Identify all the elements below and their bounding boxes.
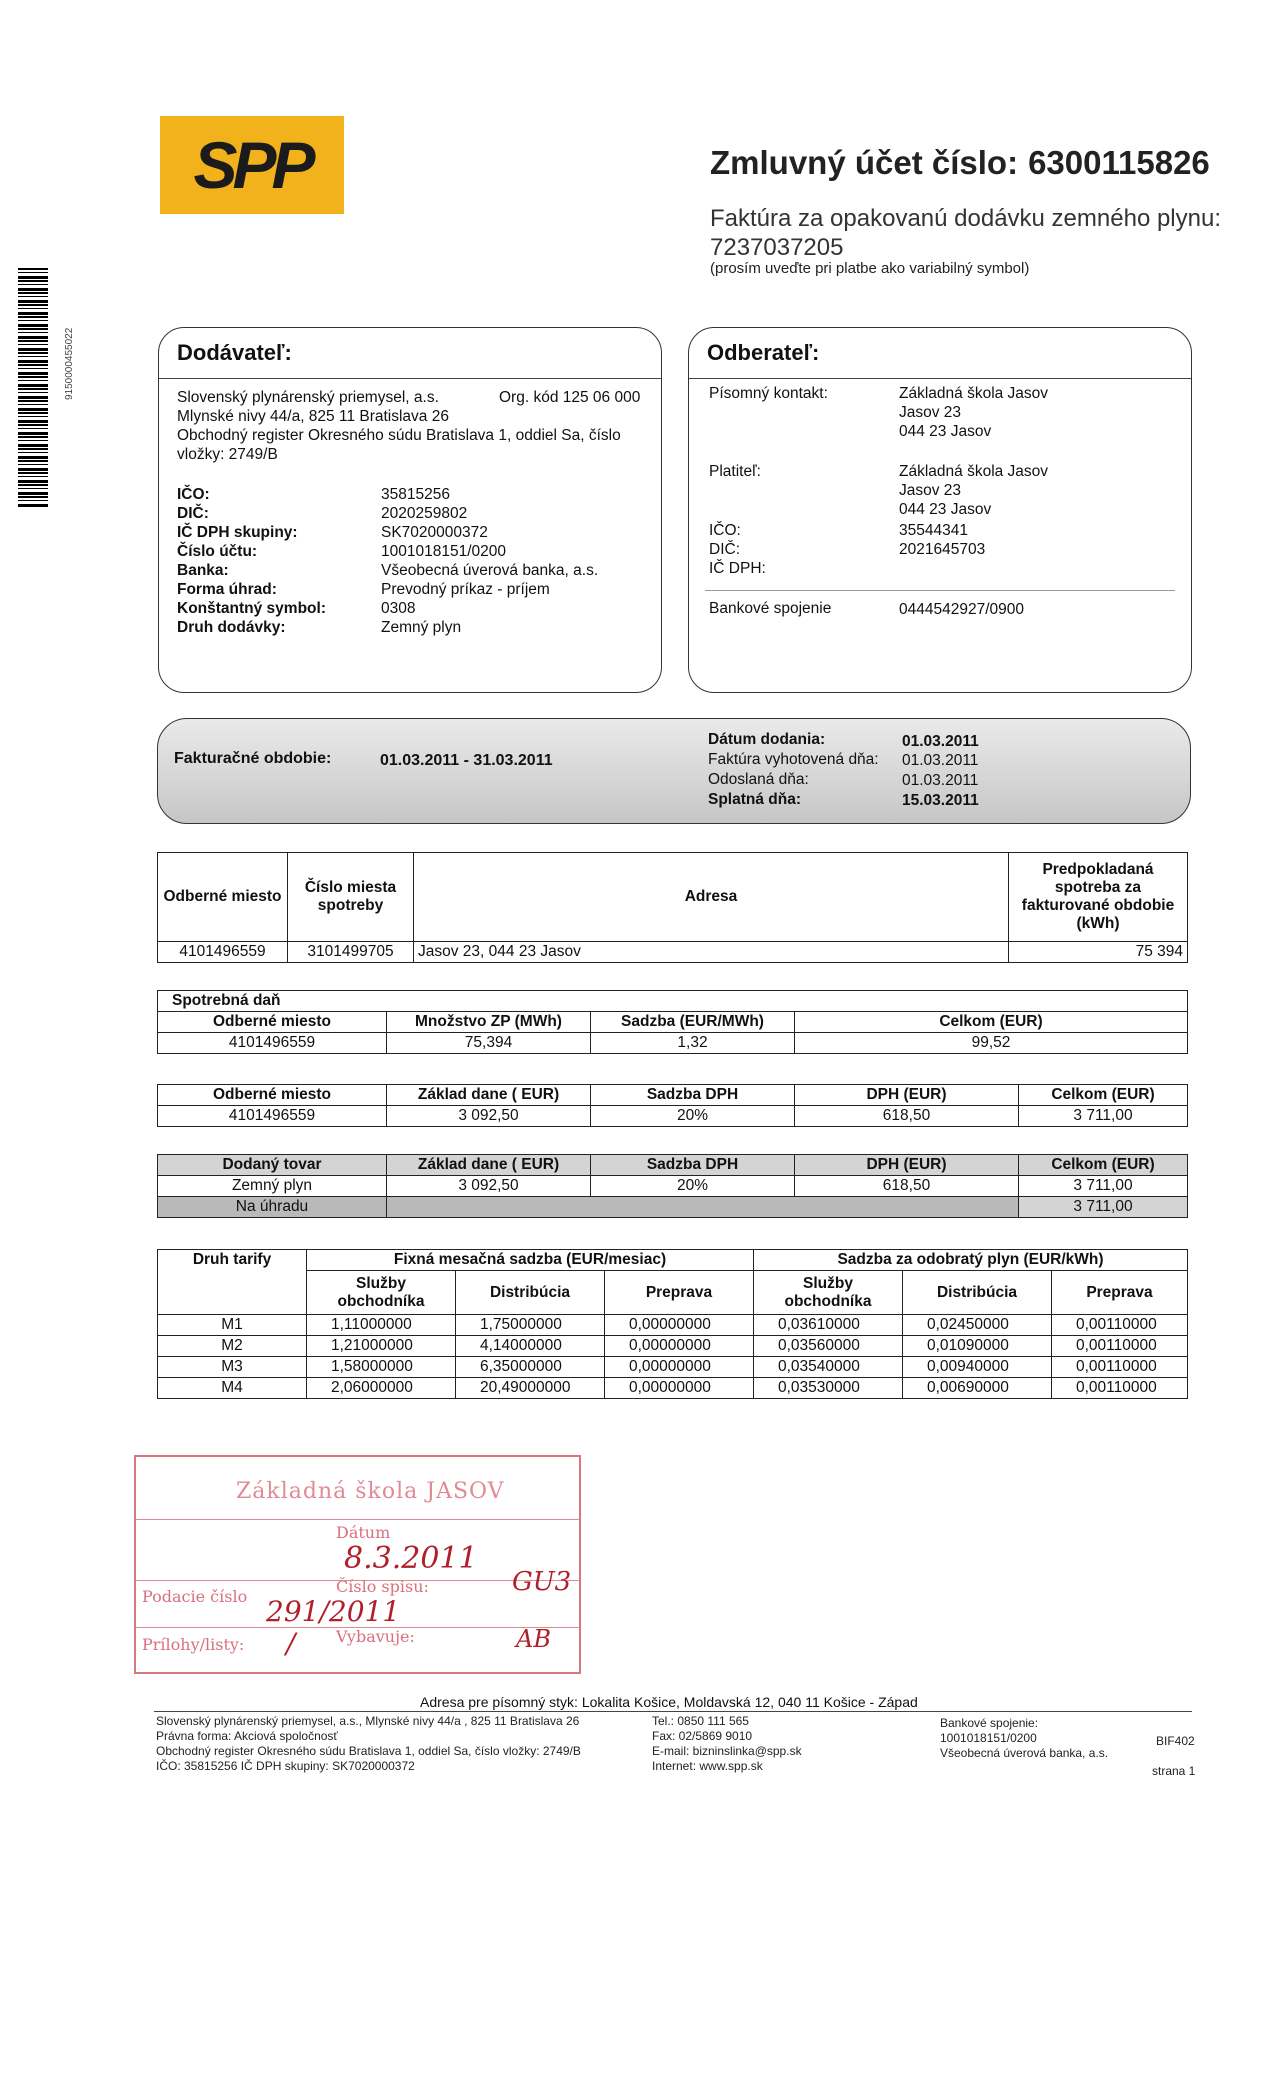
col-header: Sadzba DPH xyxy=(591,1085,795,1106)
footer-contact: E-mail: bizninslinka@spp.sk xyxy=(652,1744,802,1758)
cell: M3 xyxy=(158,1357,307,1378)
cell: 4,14000000 xyxy=(456,1336,605,1357)
footer-contact: Internet: www.spp.sk xyxy=(652,1759,763,1773)
table-row xyxy=(158,1336,1188,1357)
customer-dic-label: DIČ: xyxy=(709,541,740,558)
table-row xyxy=(158,1176,1188,1197)
contact-line: 044 23 Jasov xyxy=(899,423,992,440)
cell: M2 xyxy=(158,1336,307,1357)
cell: 3 711,00 xyxy=(1019,1106,1188,1127)
customer-bank: 0444542927/0900 xyxy=(899,601,1024,618)
cell: 618,50 xyxy=(795,1106,1019,1127)
cell: 1,75000000 xyxy=(456,1315,605,1336)
supplier-field-value: SK7020000372 xyxy=(381,524,488,541)
date-value: 01.03.2011 xyxy=(902,733,979,750)
cell: 3101499705 xyxy=(288,942,414,963)
supplier-field-value: Prevodný príkaz - príjem xyxy=(381,581,550,598)
stamp-title: Základná škola JASOV xyxy=(236,1479,505,1504)
supplier-name: Slovenský plynárenský priemysel, a.s. xyxy=(177,389,439,406)
stamp-reg-value: GU3 xyxy=(512,1567,572,1597)
cell: 2,06000000 xyxy=(307,1378,456,1399)
cell: 0,00690000 xyxy=(903,1378,1052,1399)
col-header: DPH (EUR) xyxy=(795,1085,1019,1106)
stamp-filing-value: 291/2011 xyxy=(266,1595,401,1628)
cell: Zemný plyn xyxy=(158,1176,387,1197)
customer-ico: 35544341 xyxy=(899,522,968,539)
footer-line: Slovenský plynárenský priemysel, a.s., Mlynské nivy 44/a , 825 11 Bratislava 26 xyxy=(156,1714,580,1728)
billing-period-box xyxy=(157,718,1191,824)
cell: 1,58000000 xyxy=(307,1357,456,1378)
cell: 4101496559 xyxy=(158,1033,387,1054)
payer-label: Platiteľ: xyxy=(709,463,761,480)
cell: 0,02450000 xyxy=(903,1315,1052,1336)
supplier-field-value: 2020259802 xyxy=(381,505,468,522)
cell: 20% xyxy=(591,1106,795,1127)
footer-contact: Fax: 02/5869 9010 xyxy=(652,1729,753,1743)
cell: 0,00000000 xyxy=(605,1378,754,1399)
supplier-field-label: IČO: xyxy=(177,486,210,503)
consumption-table xyxy=(157,852,1188,963)
stamp-filing-label: Podacie číslo xyxy=(142,1587,248,1606)
supplier-field-label: DIČ: xyxy=(177,505,209,522)
stamp-reg-label: Číslo spisu: xyxy=(336,1577,429,1596)
supplier-org-code: Org. kód 125 06 000 xyxy=(499,389,641,406)
cell: 618,50 xyxy=(795,1176,1019,1197)
customer-ico-label: IČO: xyxy=(709,522,741,539)
footer-line: Obchodný register Okresného súdu Bratislava 1, oddiel Sa, číslo vložky: 2749/B xyxy=(156,1744,581,1758)
cell: M1 xyxy=(158,1315,307,1336)
supplier-field-label: Číslo účtu: xyxy=(177,543,258,560)
col-header: Základ dane ( EUR) xyxy=(387,1155,591,1176)
date-value: 01.03.2011 xyxy=(902,752,979,769)
customer-box xyxy=(688,327,1192,693)
cell: 75 394 xyxy=(1009,942,1188,963)
cell: 0,00110000 xyxy=(1052,1378,1188,1399)
contact-label: Písomný kontakt: xyxy=(709,385,828,402)
supplier-field-value: 0308 xyxy=(381,600,416,617)
supplier-field-value: Zemný plyn xyxy=(381,619,462,636)
stamp-handled-value: AB xyxy=(516,1625,551,1653)
contact-line: Základná škola Jasov xyxy=(899,385,1049,402)
supplier-box-header xyxy=(159,328,661,379)
total-value: 3 711,00 xyxy=(1019,1197,1188,1218)
supplier-field-value: Všeobecná úverová banka, a.s. xyxy=(381,562,599,579)
cell: 3 711,00 xyxy=(1019,1176,1188,1197)
supplier-register: Obchodný register Okresného súdu Bratislava 1, oddiel Sa, číslo xyxy=(177,427,621,444)
form-code: BIF402 xyxy=(1156,1734,1195,1748)
cell: 20% xyxy=(591,1176,795,1197)
date-value: 15.03.2011 xyxy=(902,792,979,809)
supplier-field-label: Konštantný symbol: xyxy=(177,600,326,617)
stamp-date-value: 8.3.2011 xyxy=(344,1541,478,1576)
table-row xyxy=(158,942,1188,963)
tariff-table xyxy=(157,1249,1188,1399)
cell: 20,49000000 xyxy=(456,1378,605,1399)
cell-empty xyxy=(387,1197,1019,1218)
cell: 0,00110000 xyxy=(1052,1315,1188,1336)
col-header: Druh tarify xyxy=(158,1250,307,1315)
footer-bank: Všeobecná úverová banka, a.s. xyxy=(940,1746,1109,1760)
footer-divider xyxy=(154,1711,1192,1712)
col-header: DPH (EUR) xyxy=(795,1155,1019,1176)
divider xyxy=(705,590,1175,591)
payer-line: Základná škola Jasov xyxy=(899,463,1049,480)
cell: 0,00110000 xyxy=(1052,1357,1188,1378)
cell: 3 092,50 xyxy=(387,1176,591,1197)
customer-title: Odberateľ: xyxy=(707,340,820,365)
col-header: Preprava xyxy=(605,1271,754,1315)
col-header: Celkom (EUR) xyxy=(1019,1085,1188,1106)
bank-label: Bankové spojenie xyxy=(709,600,832,617)
supplier-field-label: IČ DPH skupiny: xyxy=(177,524,298,541)
table-row xyxy=(158,1378,1188,1399)
col-header: Predpokladaná spotreba za fakturované obdobie (kWh) xyxy=(1009,853,1188,942)
supplier-field-value: 1001018151/0200 xyxy=(381,543,506,560)
invoice-number: 7237037205 xyxy=(710,234,844,261)
cell: 0,00110000 xyxy=(1052,1336,1188,1357)
supplier-field-label: Banka: xyxy=(177,562,229,579)
invoice-note: (prosím uveďte pri platbe ako variabilný symbol) xyxy=(710,260,1030,277)
cell: 0,00000000 xyxy=(605,1357,754,1378)
supplier-box xyxy=(158,327,662,693)
cell: 4101496559 xyxy=(158,1106,387,1127)
date-label: Faktúra vyhotovená dňa: xyxy=(708,751,879,768)
footer-line: Právna forma: Akciová spoločnosť xyxy=(156,1729,338,1743)
cell: 0,03560000 xyxy=(754,1336,903,1357)
col-header: Odberné miesto xyxy=(158,853,288,942)
supplier-address: Mlynské nivy 44/a, 825 11 Bratislava 26 xyxy=(177,408,449,425)
cell: 0,03530000 xyxy=(754,1378,903,1399)
date-label: Odoslaná dňa: xyxy=(708,771,809,788)
invoice-title: Faktúra za opakovanú dodávku zemného plynu: xyxy=(710,205,1221,232)
col-header: Číslo miesta spotreby xyxy=(288,853,414,942)
date-value: 01.03.2011 xyxy=(902,772,979,789)
table-row xyxy=(158,1357,1188,1378)
cell: 1,11000000 xyxy=(307,1315,456,1336)
group-header: Fixná mesačná sadzba (EUR/mesiac) xyxy=(307,1250,754,1271)
col-header: Celkom (EUR) xyxy=(1019,1155,1188,1176)
cell: 99,52 xyxy=(795,1033,1188,1054)
stamp-attach-value: / xyxy=(286,1627,296,1660)
payer-line: Jasov 23 xyxy=(899,482,962,499)
table-row xyxy=(158,1033,1188,1054)
footer-bank: Bankové spojenie: xyxy=(940,1716,1039,1730)
period-label: Fakturačné obdobie: xyxy=(174,750,332,767)
col-header: Množstvo ZP (MWh) xyxy=(387,1012,591,1033)
footer-address: Adresa pre písomný styk: Lokalita Košice, Moldavská 12, 040 11 Košice - Západ xyxy=(420,1694,918,1710)
cell: 0,01090000 xyxy=(903,1336,1052,1357)
table-row xyxy=(158,1315,1188,1336)
footer-contact: Tel.: 0850 111 565 xyxy=(652,1714,749,1728)
col-header: Dodaný tovar xyxy=(158,1155,387,1176)
barcode xyxy=(18,268,48,508)
col-header: Distribúcia xyxy=(456,1271,605,1315)
total-row xyxy=(158,1197,1188,1218)
period-value: 01.03.2011 - 31.03.2011 xyxy=(380,752,553,769)
stamp-line xyxy=(136,1519,579,1520)
supplier-field-value: 35815256 xyxy=(381,486,450,503)
cell: 1,21000000 xyxy=(307,1336,456,1357)
date-label: Dátum dodania: xyxy=(708,731,826,748)
total-label: Na úhradu xyxy=(158,1197,387,1218)
excise-title: Spotrebná daň xyxy=(158,991,1188,1012)
table-row xyxy=(158,1106,1188,1127)
stamp-handled-label: Vybavuje: xyxy=(336,1627,415,1646)
customer-icdph-label: IČ DPH: xyxy=(709,560,766,577)
contact-line: Jasov 23 xyxy=(899,404,962,421)
logo-text: SPP xyxy=(193,128,311,202)
cell: 0,00000000 xyxy=(605,1315,754,1336)
cell: Jasov 23, 044 23 Jasov xyxy=(414,942,1009,963)
col-header: Služby obchodníka xyxy=(307,1271,456,1315)
cell: 0,00000000 xyxy=(605,1336,754,1357)
supplier-field-label: Druh dodávky: xyxy=(177,619,286,636)
group-header: Sadzba za odobratý plyn (EUR/kWh) xyxy=(754,1250,1188,1271)
col-header: Distribúcia xyxy=(903,1271,1052,1315)
col-header: Odberné miesto xyxy=(158,1085,387,1106)
col-header: Adresa xyxy=(414,853,1009,942)
cell: 0,03540000 xyxy=(754,1357,903,1378)
page-number: strana 1 xyxy=(1152,1764,1196,1778)
excise-table xyxy=(157,990,1188,1054)
vat-table xyxy=(157,1084,1188,1127)
customer-dic: 2021645703 xyxy=(899,541,986,558)
col-header: Celkom (EUR) xyxy=(795,1012,1188,1033)
col-header: Služby obchodníka xyxy=(754,1271,903,1315)
account-label: Zmluvný účet číslo: xyxy=(710,144,1019,181)
account-number: 6300115826 xyxy=(1028,144,1210,181)
footer-bank: 1001018151/0200 xyxy=(940,1731,1037,1745)
goods-table xyxy=(157,1154,1188,1218)
stamp-attach-label: Prílohy/listy: xyxy=(142,1635,245,1654)
date-label: Splatná dňa: xyxy=(708,791,802,808)
col-header: Základ dane ( EUR) xyxy=(387,1085,591,1106)
spp-logo xyxy=(160,116,344,214)
col-header: Sadzba (EUR/MWh) xyxy=(591,1012,795,1033)
account-heading xyxy=(710,144,1210,182)
cell: 3 092,50 xyxy=(387,1106,591,1127)
col-header: Odberné miesto xyxy=(158,1012,387,1033)
col-header: Sadzba DPH xyxy=(591,1155,795,1176)
stamp-date-label: Dátum xyxy=(336,1523,391,1542)
supplier-register-2: vložky: 2749/B xyxy=(177,446,278,463)
cell: 4101496559 xyxy=(158,942,288,963)
cell: 75,394 xyxy=(387,1033,591,1054)
supplier-field-label: Forma úhrad: xyxy=(177,581,277,598)
invoice-heading xyxy=(710,204,1230,262)
col-header: Preprava xyxy=(1052,1271,1188,1315)
cell: 1,32 xyxy=(591,1033,795,1054)
cell: 0,03610000 xyxy=(754,1315,903,1336)
footer-line: IČO: 35815256 IČ DPH skupiny: SK7020000372 xyxy=(156,1759,415,1773)
cell: 6,35000000 xyxy=(456,1357,605,1378)
supplier-title: Dodávateľ: xyxy=(177,340,292,365)
customer-box-header xyxy=(689,328,1191,379)
barcode-text: 9150000455022 xyxy=(64,327,75,400)
payer-line: 044 23 Jasov xyxy=(899,501,992,518)
cell: 0,00940000 xyxy=(903,1357,1052,1378)
cell: M4 xyxy=(158,1378,307,1399)
registry-stamp xyxy=(134,1455,581,1674)
